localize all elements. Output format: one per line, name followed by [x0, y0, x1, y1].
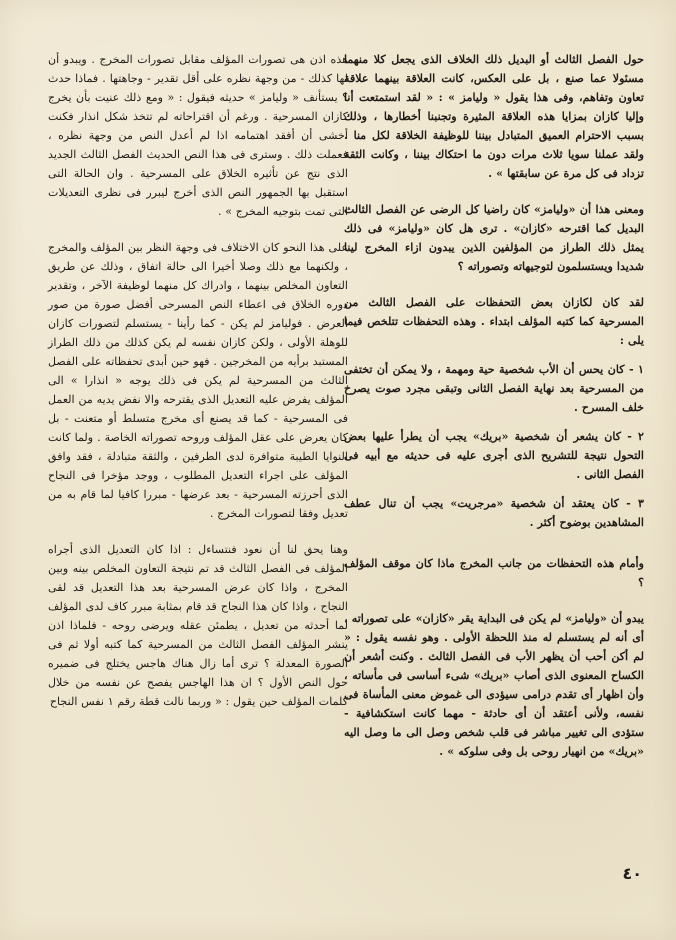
- right-paragraph-7: وأمام هذه التحفظات من جانب المخرج ماذا كان موقف المؤلف ؟: [344, 557, 644, 589]
- left-paragraph-2: على هذا النحو كان الاختلاف فى وجهة النظر بين المؤلف والمخرج ، ولكنهما مع ذلك وصلا أخيرا الى حالة اتفاق ، وذلك عن طريق التعاون المخلص بينهما ، وادراك كل منهما لوظيفة الآخر ، وتقدير دوره الخلاق فى اعطاء النص المسرحى أفضل صورة من صور العرض . فوليامز لم يكن - كما رأينا - يستسلم لتصورات كازان للوهلة الأولى ، ولكن كازان نفسه لم يكن كذلك من ذلك الطراز المستبد برأيه من المخرجين . فهو حين أبدى تحفظاته على الفصل الثالث من المسرحية لم يكن فى ذلك يوجه « انذارا » الى المؤلف يفرض عليه التعديل الذى يقترحه والا نفض يديه من العمل فى المسرحية - كما قد يصنع أى مخرج متسلط أو متعنت - بل كان يعرض على عقل المؤلف وروحه تصوراته الخاصة . ولما كانت النوايا الطيبة متوافرة لدى الطرفين ، والثقة متبادلة ، فقد وافق المؤلف على اجراء التعديل المطلوب ، ووجد مؤخرا فى النجاح الذى أحرزته المسرحية - بعد عرضها - مبررا كافيا لما قام به من تعديل وفقا لتصورات المخرج .: [48, 241, 348, 520]
- left-paragraph-1: هذه اذن هى تصورات المؤلف مقابل تصورات المخرج . ويبدو أن لها كذلك - من وجهة نظره على أقل تقدير - وجاهتها . فماذا حدث ؟ يستأنف « وليامز » حديثه فيقول : « ومع ذلك عنيت بأن يخرج كازان المسرحية . ورغم أن اقتراحاته لم تتخذ شكل انذار فكنت أخشى أن أفقد اهتمامه اذا لم أعدل النص من وجهة نظره ، فعملت ذلك . وسترى فى هذا النص الحديث الفصل الثالث الجديد الذى نتج عن تأثيره الخلاق على المسرحية . وان الحالة التى استقبل بها الجمهور النص الذى أخرج ليبرر فى نظرى التعديلات التى تمت بتوجيه المخرج » .: [48, 53, 348, 218]
- right-paragraph-6: ٣ - كان يعتقد أن شخصية «مرجريت» يجب أن تنال عطف المشاهدين بوضوح أكثر .: [344, 497, 644, 529]
- right-paragraph-3: لقد كان لكازان بعض التحفظات على الفصل الثالث من المسرحية كما كتبه المؤلف ابتداء . وهذه التحفظات تتلخص فيما يلى :: [344, 296, 644, 347]
- left-text-column: [48, 50, 348, 708]
- right-paragraph-5: ٢ - كان يشعر أن شخصية «بريك» يجب أن يطرأ عليها بعض التحول نتيجة للتشريح الذى أجرى عليه فى حديثه مع أبيه فى الفصل الثانى .: [344, 430, 644, 481]
- right-paragraph-1: حول الفصل الثالث أو البديل ذلك الخلاف الذى يجعل كلا منهما مسئولا عما صنع ، بل على العكس، كانت العلاقة بينهما علاقة تعاون وتفاهم، وفى هذا يقول « وليامز » : « لقد استمتعت أنا وإليا كازان بمزايا هذه العلاقة المثيرة وتجنبنا أخطارها ، وذلك بسبب الاحترام العميق المتبادل بيننا للوظيفة الخلاقة لكل منا . ولقد عملنا سويا ثلاث مرات دون ما احتكاك بيننا ، وكانت الثقة تزداد فى كل مرة عن سابقتها » .: [344, 53, 644, 180]
- right-text-column: [344, 50, 644, 842]
- right-paragraph-2: ومعنى هذا أن «وليامز» كان راضيا كل الرضى عن الفصل الثالث البديل كما اقترحه «كازان» . ترى هل كان «وليامز» فى ذلك يمثل ذلك الطراز من المؤلفين الذين يبدون ازاء المخرج لينا شديدا ويستسلمون لتوجيهاته وتصوراته ؟: [344, 203, 644, 273]
- page-number: ٤٠: [622, 864, 642, 883]
- left-paragraph-3: وهنا يحق لنا أن نعود فنتساءل : اذا كان التعديل الذى أجراه المؤلف فى الفصل الثالث قد تم نتيجة التعاون المخلص بينه وبين المخرج ، واذا كان عرض المسرحية بعد هذا التعديل قد لقى النجاح ، واذا كان هذا النجاح قد قام بمثابة مبرر كاف لدى المؤلف لما أحدثه من تعديل ، يطمئن عقله ويرضى روحه - فلماذا اذن ينشر المؤلف الفصل الثالث من المسرحية كما كتبه أولا ثم فى الصورة المعدلة ؟ ترى أما زال هناك هاجس يختلج فى ضميره حول النص الأول ؟ ان هذا الهاجس يفصح عن نفسه من خلال كلمات المؤلف حين يقول : « وربما نالت قطة رقم ١ نفس النجاح: [48, 543, 348, 708]
- right-paragraph-4: ١ - كان يحس أن الأب شخصية حية ومهمة ، ولا يمكن أن تختفى من المسرحية بعد نهاية الفصل الثانى وتبقى مجرد صوت يصرخ خلف المسرح .: [344, 363, 644, 414]
- right-paragraph-8: يبدو أن «وليامز» لم يكن فى البداية يقر «كازان» على تصوراته ، أى أنه لم يستسلم له منذ اللحظة الأولى . وهو نفسه يقول : « لم أكن أحب أن يظهر الأب فى الفصل الثالث . وكنت أشعر أن الكساح المعنوى الذى أصاب «بريك» شىء أساسى فى مأساته ، وأن اظهار أى تقدم درامى سيؤدى الى غموض معنى المأساة فى نفسه، ولأنى أعتقد أن أى حادثة - مهما كانت استكشافية - ستؤدى الى تغيير مباشر فى قلب شخص وصل الى ما وصل اليه «بريك» من انهيار روحى بل وفى سلوكه » .: [344, 612, 644, 758]
